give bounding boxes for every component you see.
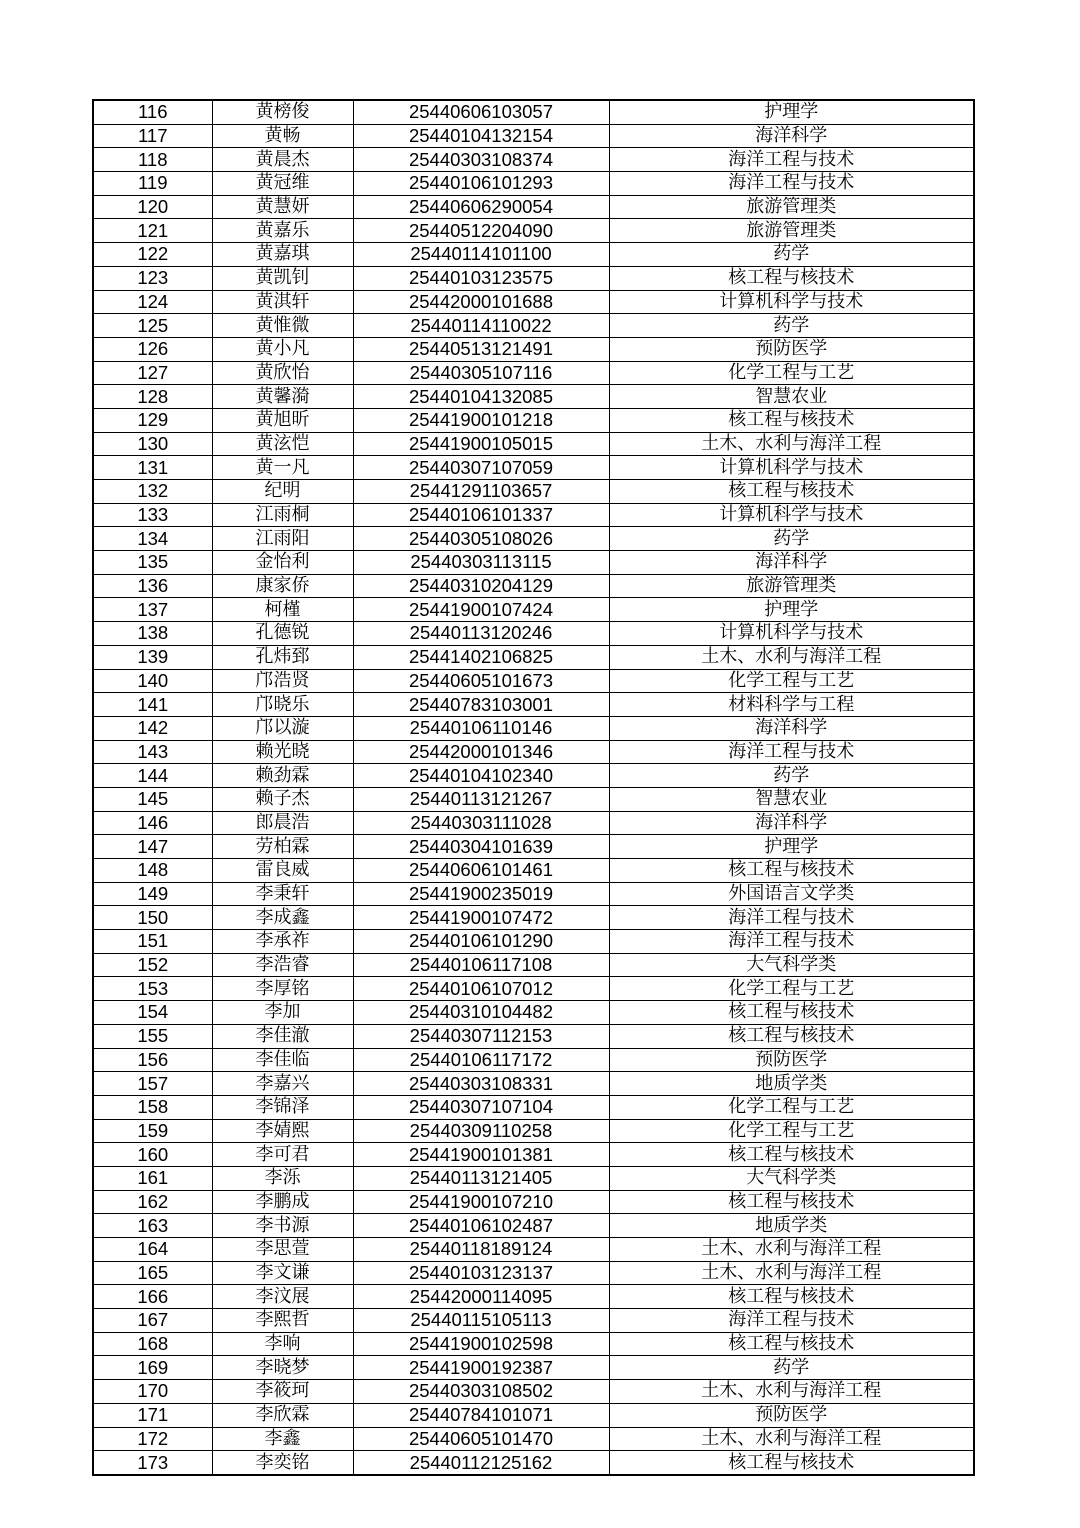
table-row xyxy=(93,456,974,480)
major-cell: 护理学 xyxy=(609,100,974,124)
row-number-cell: 142 xyxy=(93,716,212,740)
student-roster-table xyxy=(92,99,975,1476)
exam-id-cell: 25440115105113 xyxy=(353,1309,609,1333)
row-number-cell: 133 xyxy=(93,503,212,527)
table-row xyxy=(93,337,974,361)
major-cell: 大气科学类 xyxy=(609,953,974,977)
major-cell: 计算机科学与技术 xyxy=(609,503,974,527)
student-name-cell: 李可君 xyxy=(212,1143,353,1167)
major-cell: 大气科学类 xyxy=(609,1166,974,1190)
exam-id-cell: 25440114101100 xyxy=(353,243,609,267)
row-number-cell: 153 xyxy=(93,977,212,1001)
table-row xyxy=(93,669,974,693)
table-row xyxy=(93,408,974,432)
student-name-cell: 康家侨 xyxy=(212,574,353,598)
row-number-cell: 155 xyxy=(93,1024,212,1048)
exam-id-cell: 25440784101071 xyxy=(353,1403,609,1427)
row-number-cell: 152 xyxy=(93,953,212,977)
major-cell: 药学 xyxy=(609,764,974,788)
major-cell: 化学工程与工艺 xyxy=(609,361,974,385)
roster-body xyxy=(93,100,974,1475)
exam-id-cell: 25442000114095 xyxy=(353,1285,609,1309)
major-cell: 化学工程与工艺 xyxy=(609,1119,974,1143)
row-number-cell: 169 xyxy=(93,1356,212,1380)
exam-id-cell: 25440310104482 xyxy=(353,1001,609,1025)
major-cell: 海洋工程与技术 xyxy=(609,1309,974,1333)
row-number-cell: 131 xyxy=(93,456,212,480)
exam-id-cell: 25440113120246 xyxy=(353,622,609,646)
major-cell: 土木、水利与海洋工程 xyxy=(609,1238,974,1262)
row-number-cell: 162 xyxy=(93,1190,212,1214)
row-number-cell: 124 xyxy=(93,290,212,314)
table-row xyxy=(93,1048,974,1072)
table-row xyxy=(93,243,974,267)
row-number-cell: 145 xyxy=(93,787,212,811)
row-number-cell: 135 xyxy=(93,551,212,575)
student-name-cell: 李承祚 xyxy=(212,930,353,954)
exam-id-cell: 25440606103057 xyxy=(353,100,609,124)
exam-id-cell: 25440112125162 xyxy=(353,1451,609,1475)
major-cell: 土木、水利与海洋工程 xyxy=(609,1380,974,1404)
exam-id-cell: 25440106101337 xyxy=(353,503,609,527)
major-cell: 计算机科学与技术 xyxy=(609,456,974,480)
exam-id-cell: 25440104132154 xyxy=(353,124,609,148)
student-name-cell: 赖劲霖 xyxy=(212,764,353,788)
table-row xyxy=(93,1285,974,1309)
table-row xyxy=(93,953,974,977)
table-row xyxy=(93,551,974,575)
table-row xyxy=(93,882,974,906)
exam-id-cell: 25441900105015 xyxy=(353,432,609,456)
table-row xyxy=(93,148,974,172)
student-name-cell: 李汶展 xyxy=(212,1285,353,1309)
table-row xyxy=(93,622,974,646)
table-row xyxy=(93,1214,974,1238)
exam-id-cell: 25440605101470 xyxy=(353,1427,609,1451)
table-row xyxy=(93,574,974,598)
row-number-cell: 134 xyxy=(93,527,212,551)
exam-id-cell: 25440305107116 xyxy=(353,361,609,385)
table-row xyxy=(93,1427,974,1451)
exam-id-cell: 25441291103657 xyxy=(353,480,609,504)
exam-id-cell: 25440104132085 xyxy=(353,385,609,409)
exam-id-cell: 25442000101688 xyxy=(353,290,609,314)
exam-id-cell: 25440606290054 xyxy=(353,195,609,219)
row-number-cell: 121 xyxy=(93,219,212,243)
exam-id-cell: 25440106101290 xyxy=(353,930,609,954)
major-cell: 土木、水利与海洋工程 xyxy=(609,645,974,669)
student-name-cell: 黄嘉琪 xyxy=(212,243,353,267)
student-name-cell: 李锦泽 xyxy=(212,1095,353,1119)
table-row xyxy=(93,195,974,219)
table-row xyxy=(93,1380,974,1404)
table-row xyxy=(93,266,974,290)
row-number-cell: 171 xyxy=(93,1403,212,1427)
major-cell: 土木、水利与海洋工程 xyxy=(609,1261,974,1285)
table-row xyxy=(93,361,974,385)
major-cell: 化学工程与工艺 xyxy=(609,977,974,1001)
student-name-cell: 黄馨漪 xyxy=(212,385,353,409)
table-row xyxy=(93,1072,974,1096)
exam-id-cell: 25440783103001 xyxy=(353,693,609,717)
exam-id-cell: 25440303108502 xyxy=(353,1380,609,1404)
student-name-cell: 黄晨杰 xyxy=(212,148,353,172)
student-name-cell: 李书源 xyxy=(212,1214,353,1238)
row-number-cell: 117 xyxy=(93,124,212,148)
student-name-cell: 李欣霖 xyxy=(212,1403,353,1427)
student-name-cell: 李响 xyxy=(212,1332,353,1356)
row-number-cell: 167 xyxy=(93,1309,212,1333)
exam-id-cell: 25440106117108 xyxy=(353,953,609,977)
table-row xyxy=(93,930,974,954)
exam-id-cell: 25440303111028 xyxy=(353,811,609,835)
exam-id-cell: 25440103123137 xyxy=(353,1261,609,1285)
row-number-cell: 165 xyxy=(93,1261,212,1285)
table-row xyxy=(93,1238,974,1262)
major-cell: 计算机科学与技术 xyxy=(609,622,974,646)
student-name-cell: 李佳澈 xyxy=(212,1024,353,1048)
exam-id-cell: 25440118189124 xyxy=(353,1238,609,1262)
row-number-cell: 161 xyxy=(93,1166,212,1190)
exam-id-cell: 25440103123575 xyxy=(353,266,609,290)
major-cell: 核工程与核技术 xyxy=(609,1024,974,1048)
major-cell: 预防医学 xyxy=(609,337,974,361)
major-cell: 药学 xyxy=(609,527,974,551)
major-cell: 化学工程与工艺 xyxy=(609,669,974,693)
major-cell: 海洋工程与技术 xyxy=(609,740,974,764)
exam-id-cell: 25440605101673 xyxy=(353,669,609,693)
major-cell: 海洋工程与技术 xyxy=(609,148,974,172)
exam-id-cell: 25440309110258 xyxy=(353,1119,609,1143)
row-number-cell: 144 xyxy=(93,764,212,788)
major-cell: 核工程与核技术 xyxy=(609,408,974,432)
student-name-cell: 江雨桐 xyxy=(212,503,353,527)
exam-id-cell: 25440114110022 xyxy=(353,314,609,338)
row-number-cell: 158 xyxy=(93,1095,212,1119)
major-cell: 计算机科学与技术 xyxy=(609,290,974,314)
table-row xyxy=(93,811,974,835)
student-name-cell: 李晓梦 xyxy=(212,1356,353,1380)
exam-id-cell: 25440303108374 xyxy=(353,148,609,172)
student-name-cell: 黄冠维 xyxy=(212,172,353,196)
row-number-cell: 173 xyxy=(93,1451,212,1475)
table-row xyxy=(93,1309,974,1333)
student-name-cell: 黄旭昕 xyxy=(212,408,353,432)
table-row xyxy=(93,1332,974,1356)
major-cell: 土木、水利与海洋工程 xyxy=(609,432,974,456)
row-number-cell: 159 xyxy=(93,1119,212,1143)
student-name-cell: 李熙哲 xyxy=(212,1309,353,1333)
student-name-cell: 黄小凡 xyxy=(212,337,353,361)
student-name-cell: 李婧熙 xyxy=(212,1119,353,1143)
major-cell: 药学 xyxy=(609,314,974,338)
major-cell: 材料科学与工程 xyxy=(609,693,974,717)
table-row xyxy=(93,1143,974,1167)
row-number-cell: 150 xyxy=(93,906,212,930)
row-number-cell: 128 xyxy=(93,385,212,409)
row-number-cell: 138 xyxy=(93,622,212,646)
exam-id-cell: 25440512204090 xyxy=(353,219,609,243)
exam-id-cell: 25441900101218 xyxy=(353,408,609,432)
student-name-cell: 孔德锐 xyxy=(212,622,353,646)
row-number-cell: 130 xyxy=(93,432,212,456)
table-row xyxy=(93,645,974,669)
student-name-cell: 邝以漩 xyxy=(212,716,353,740)
exam-id-cell: 25440113121267 xyxy=(353,787,609,811)
major-cell: 核工程与核技术 xyxy=(609,1001,974,1025)
major-cell: 核工程与核技术 xyxy=(609,480,974,504)
table-row xyxy=(93,1261,974,1285)
major-cell: 核工程与核技术 xyxy=(609,859,974,883)
table-row xyxy=(93,432,974,456)
student-name-cell: 金怡利 xyxy=(212,551,353,575)
student-name-cell: 李鹏成 xyxy=(212,1190,353,1214)
student-name-cell: 黄一凡 xyxy=(212,456,353,480)
student-name-cell: 郎晨浩 xyxy=(212,811,353,835)
student-name-cell: 李加 xyxy=(212,1001,353,1025)
table-row xyxy=(93,693,974,717)
student-name-cell: 李文谦 xyxy=(212,1261,353,1285)
exam-id-cell: 25442000101346 xyxy=(353,740,609,764)
student-name-cell: 黄淇轩 xyxy=(212,290,353,314)
student-name-cell: 邝浩贤 xyxy=(212,669,353,693)
exam-id-cell: 25440113121405 xyxy=(353,1166,609,1190)
table-row xyxy=(93,716,974,740)
major-cell: 预防医学 xyxy=(609,1048,974,1072)
major-cell: 核工程与核技术 xyxy=(609,1332,974,1356)
student-name-cell: 黄畅 xyxy=(212,124,353,148)
table-row xyxy=(93,1119,974,1143)
table-row xyxy=(93,100,974,124)
row-number-cell: 154 xyxy=(93,1001,212,1025)
major-cell: 旅游管理类 xyxy=(609,574,974,598)
major-cell: 药学 xyxy=(609,243,974,267)
student-name-cell: 李秉轩 xyxy=(212,882,353,906)
table-row xyxy=(93,172,974,196)
exam-id-cell: 25441900107472 xyxy=(353,906,609,930)
row-number-cell: 157 xyxy=(93,1072,212,1096)
exam-id-cell: 25441900235019 xyxy=(353,882,609,906)
student-name-cell: 黄嘉乐 xyxy=(212,219,353,243)
table-row xyxy=(93,835,974,859)
exam-id-cell: 25440310204129 xyxy=(353,574,609,598)
exam-id-cell: 25440307107059 xyxy=(353,456,609,480)
student-name-cell: 黄惟微 xyxy=(212,314,353,338)
exam-id-cell: 25440304101639 xyxy=(353,835,609,859)
row-number-cell: 147 xyxy=(93,835,212,859)
major-cell: 外国语言文学类 xyxy=(609,882,974,906)
major-cell: 智慧农业 xyxy=(609,787,974,811)
student-name-cell: 雷良威 xyxy=(212,859,353,883)
table-row xyxy=(93,859,974,883)
table-row xyxy=(93,527,974,551)
row-number-cell: 136 xyxy=(93,574,212,598)
student-name-cell: 李奕铭 xyxy=(212,1451,353,1475)
table-row xyxy=(93,906,974,930)
student-name-cell: 黄欣怡 xyxy=(212,361,353,385)
row-number-cell: 141 xyxy=(93,693,212,717)
exam-id-cell: 25441900101381 xyxy=(353,1143,609,1167)
student-name-cell: 李鑫 xyxy=(212,1427,353,1451)
major-cell: 海洋工程与技术 xyxy=(609,172,974,196)
major-cell: 海洋科学 xyxy=(609,124,974,148)
row-number-cell: 149 xyxy=(93,882,212,906)
student-name-cell: 江雨阳 xyxy=(212,527,353,551)
row-number-cell: 140 xyxy=(93,669,212,693)
exam-id-cell: 25440106110146 xyxy=(353,716,609,740)
student-name-cell: 李佳临 xyxy=(212,1048,353,1072)
exam-id-cell: 25440513121491 xyxy=(353,337,609,361)
table-row xyxy=(93,219,974,243)
exam-id-cell: 25440303108331 xyxy=(353,1072,609,1096)
major-cell: 核工程与核技术 xyxy=(609,266,974,290)
row-number-cell: 137 xyxy=(93,598,212,622)
major-cell: 核工程与核技术 xyxy=(609,1285,974,1309)
major-cell: 地质学类 xyxy=(609,1214,974,1238)
student-name-cell: 纪明 xyxy=(212,480,353,504)
exam-id-cell: 25440606101461 xyxy=(353,859,609,883)
exam-id-cell: 25441900192387 xyxy=(353,1356,609,1380)
student-name-cell: 黄凯钊 xyxy=(212,266,353,290)
major-cell: 智慧农业 xyxy=(609,385,974,409)
row-number-cell: 126 xyxy=(93,337,212,361)
student-name-cell: 李厚铭 xyxy=(212,977,353,1001)
major-cell: 土木、水利与海洋工程 xyxy=(609,1427,974,1451)
row-number-cell: 123 xyxy=(93,266,212,290)
student-name-cell: 李筱珂 xyxy=(212,1380,353,1404)
row-number-cell: 166 xyxy=(93,1285,212,1309)
row-number-cell: 172 xyxy=(93,1427,212,1451)
row-number-cell: 129 xyxy=(93,408,212,432)
row-number-cell: 143 xyxy=(93,740,212,764)
table-row xyxy=(93,314,974,338)
student-name-cell: 黄榜俊 xyxy=(212,100,353,124)
row-number-cell: 164 xyxy=(93,1238,212,1262)
exam-id-cell: 25440106117172 xyxy=(353,1048,609,1072)
student-name-cell: 李思萱 xyxy=(212,1238,353,1262)
table-row xyxy=(93,764,974,788)
major-cell: 核工程与核技术 xyxy=(609,1190,974,1214)
table-row xyxy=(93,787,974,811)
exam-id-cell: 25440106102487 xyxy=(353,1214,609,1238)
major-cell: 海洋工程与技术 xyxy=(609,930,974,954)
student-name-cell: 邝晓乐 xyxy=(212,693,353,717)
major-cell: 海洋工程与技术 xyxy=(609,906,974,930)
row-number-cell: 168 xyxy=(93,1332,212,1356)
exam-id-cell: 25440104102340 xyxy=(353,764,609,788)
row-number-cell: 148 xyxy=(93,859,212,883)
row-number-cell: 127 xyxy=(93,361,212,385)
table-row xyxy=(93,1001,974,1025)
table-row xyxy=(93,1190,974,1214)
row-number-cell: 170 xyxy=(93,1380,212,1404)
row-number-cell: 132 xyxy=(93,480,212,504)
major-cell: 药学 xyxy=(609,1356,974,1380)
major-cell: 预防医学 xyxy=(609,1403,974,1427)
major-cell: 护理学 xyxy=(609,835,974,859)
major-cell: 地质学类 xyxy=(609,1072,974,1096)
major-cell: 核工程与核技术 xyxy=(609,1451,974,1475)
row-number-cell: 151 xyxy=(93,930,212,954)
exam-id-cell: 25440305108026 xyxy=(353,527,609,551)
student-name-cell: 李嘉兴 xyxy=(212,1072,353,1096)
table-row xyxy=(93,124,974,148)
row-number-cell: 119 xyxy=(93,172,212,196)
major-cell: 海洋科学 xyxy=(609,551,974,575)
table-row xyxy=(93,290,974,314)
exam-id-cell: 25441900107210 xyxy=(353,1190,609,1214)
table-row xyxy=(93,385,974,409)
row-number-cell: 116 xyxy=(93,100,212,124)
exam-id-cell: 25440307112153 xyxy=(353,1024,609,1048)
exam-id-cell: 25441900107424 xyxy=(353,598,609,622)
table-row xyxy=(93,1024,974,1048)
major-cell: 海洋科学 xyxy=(609,716,974,740)
table-row xyxy=(93,740,974,764)
row-number-cell: 122 xyxy=(93,243,212,267)
major-cell: 海洋科学 xyxy=(609,811,974,835)
exam-id-cell: 25440303113115 xyxy=(353,551,609,575)
student-name-cell: 黄泫恺 xyxy=(212,432,353,456)
student-name-cell: 李成鑫 xyxy=(212,906,353,930)
table-row xyxy=(93,480,974,504)
student-name-cell: 柯槿 xyxy=(212,598,353,622)
major-cell: 核工程与核技术 xyxy=(609,1143,974,1167)
student-name-cell: 黄慧妍 xyxy=(212,195,353,219)
table-row xyxy=(93,503,974,527)
exam-id-cell: 25440106101293 xyxy=(353,172,609,196)
table-row xyxy=(93,1403,974,1427)
major-cell: 旅游管理类 xyxy=(609,219,974,243)
table-row xyxy=(93,1356,974,1380)
row-number-cell: 120 xyxy=(93,195,212,219)
row-number-cell: 125 xyxy=(93,314,212,338)
exam-id-cell: 25440106107012 xyxy=(353,977,609,1001)
table-row xyxy=(93,1451,974,1475)
table-row xyxy=(93,1095,974,1119)
table-row xyxy=(93,598,974,622)
table-row xyxy=(93,977,974,1001)
student-name-cell: 李浩睿 xyxy=(212,953,353,977)
major-cell: 护理学 xyxy=(609,598,974,622)
row-number-cell: 160 xyxy=(93,1143,212,1167)
row-number-cell: 118 xyxy=(93,148,212,172)
student-name-cell: 李泺 xyxy=(212,1166,353,1190)
student-name-cell: 赖子杰 xyxy=(212,787,353,811)
student-name-cell: 赖光晓 xyxy=(212,740,353,764)
student-name-cell: 劳柏霖 xyxy=(212,835,353,859)
exam-id-cell: 25440307107104 xyxy=(353,1095,609,1119)
table-row xyxy=(93,1166,974,1190)
student-name-cell: 孔炜郅 xyxy=(212,645,353,669)
exam-id-cell: 25441900102598 xyxy=(353,1332,609,1356)
row-number-cell: 156 xyxy=(93,1048,212,1072)
row-number-cell: 163 xyxy=(93,1214,212,1238)
major-cell: 旅游管理类 xyxy=(609,195,974,219)
row-number-cell: 139 xyxy=(93,645,212,669)
exam-id-cell: 25441402106825 xyxy=(353,645,609,669)
major-cell: 化学工程与工艺 xyxy=(609,1095,974,1119)
row-number-cell: 146 xyxy=(93,811,212,835)
